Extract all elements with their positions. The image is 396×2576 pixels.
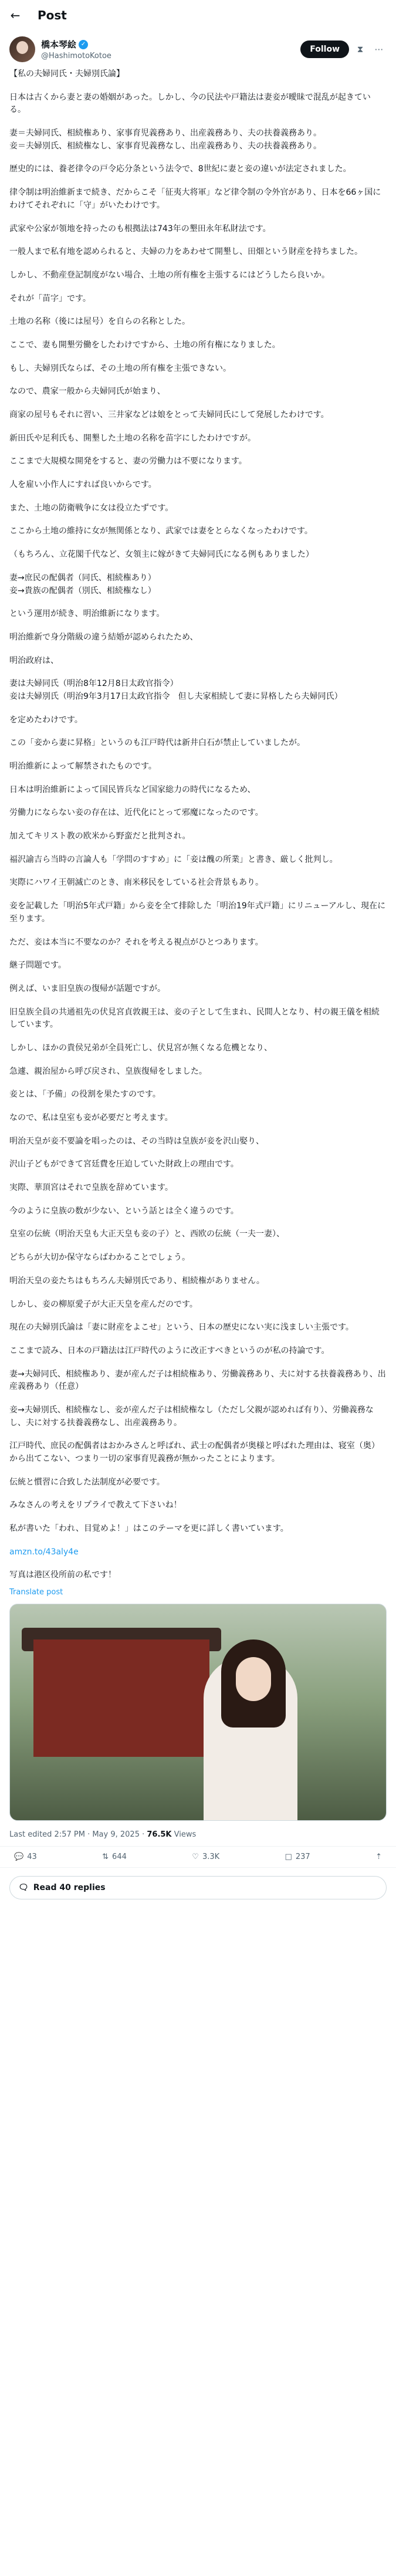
more-options-icon[interactable]: ⋯	[374, 44, 384, 55]
grok-icon[interactable]: ⧗	[357, 44, 364, 55]
speech-bubble-icon: 🗨	[18, 1883, 29, 1893]
post-photo[interactable]	[9, 1604, 387, 1821]
post-paragraph: 歴史的には、養老律令の戸令応分条という法令で、8世紀に妻と妾の違いが法定されました。	[9, 164, 351, 174]
post-paragraph: どちらが大切か保守ならばわかることでしょう。	[9, 1253, 190, 1263]
read-replies-button[interactable]	[9, 1876, 387, 1899]
post-paragraph: （もちろん、立花閣千代など、女領主に嫁がきて夫婦同氏になる例もありました）	[9, 550, 314, 560]
post-paragraph: 私が書いた「われ、目覚めよ！」はこのテーマを更に詳しく書いています。	[9, 1524, 289, 1534]
like-button[interactable]	[192, 1852, 219, 1861]
post-link-paragraph	[9, 1546, 387, 1559]
post-paragraph: 現在の夫婦別氏論は「妻に財産をよこせ」という、日本の歴史にない実に浅ましい主張です。	[9, 1323, 354, 1333]
post-paragraph: ここまで読み、日本の戸籍法は江戸時代のように改正すべきというのが私の持論です。	[9, 1346, 330, 1355]
timestamp[interactable]: Last edited 2:57 PM · May 9, 2025 ·	[9, 1830, 147, 1840]
person-face	[236, 1657, 271, 1701]
post-paragraph: 今のように皇族の数が少ない、という話とは全く違うのです。	[9, 1206, 239, 1216]
post-paragraph: 労働力にならない妾の存在は、近代化にとって邪魔になったのです。	[9, 808, 263, 818]
repost-icon: ⇅	[102, 1852, 109, 1862]
post-paragraph: なので、私は皇室も妾が必要だと考えます。	[9, 1113, 173, 1123]
post-paragraph: 妻→夫婦同氏、相続権あり、妻が産んだ子は相続権あり、労働義務あり、夫に対する扶養義務あり、出産義務あり（任意）	[9, 1369, 386, 1392]
author-names	[41, 38, 300, 60]
post-paragraph: 商家の屋号もそれに習い、三井家などは娘をとって夫婦同氏にして発展したわけです。	[9, 410, 329, 420]
action-bar	[0, 1847, 396, 1868]
post-paragraph: 例えば、いま旧皇族の復帰が話題ですが。	[9, 983, 165, 993]
post-meta	[0, 1821, 396, 1847]
bookmark-count: 237	[295, 1852, 310, 1862]
post-paragraph: 江戸時代、庶民の配偶者はおかみさんと呼ばれ、武士の配偶者が奥様と呼ばれた理由は、寝室（奥）から出てこない、つまり一切の家事育児義務が無かったことによります。	[9, 1441, 380, 1463]
heart-icon: ♡	[192, 1852, 199, 1862]
post-paragraph: 妾を記載した「明治5年式戸籍」から妾を全て排除した「明治19年式戸籍」にリニューアルし、現在に至ります。	[9, 901, 386, 924]
amazon-link[interactable]: amzn.to/43aly4e	[9, 1547, 79, 1557]
post-text	[0, 66, 396, 1582]
post-paragraph: 明治政府は、	[9, 655, 59, 665]
reply-count: 43	[27, 1852, 37, 1862]
post-paragraph: もし、夫婦別氏ならば、その土地の所有権を主張できない。	[9, 363, 231, 373]
translate-post-link[interactable]: Translate post	[9, 1588, 63, 1597]
post-paragraph: 伝統と慣習に合致した法制度が必要です。	[9, 1477, 165, 1487]
follow-button[interactable]: Follow	[300, 40, 349, 58]
post-paragraph: 律令制は明治維新まで続き、だからこそ「征夷大将軍」など律令制の令外官があり、日本を66ヶ国にわけてそれぞれに「守」がいたわけです。	[9, 188, 381, 210]
post-paragraph: 急遽、親治屋から呼び戻され、皇族復帰をしました。	[9, 1066, 207, 1076]
reply-button[interactable]	[14, 1852, 37, 1861]
post-paragraph: 妻＝夫婦同氏、相続権あり、家事育児義務あり、出産義務あり、夫の扶養義務あり。 妾＝夫婦別氏、相続権なし、家事育児義務なし、出産義務あり、夫の扶養義務あり。	[9, 129, 321, 151]
verified-badge-icon: ✓	[79, 40, 88, 49]
post-paragraph: ここから土地の維持に女が無関係となり、武家では妻をとらなくなったわけです。	[9, 526, 313, 536]
post-paragraph: 明治維新で身分階級の違う結婚が認められたため、	[9, 632, 198, 642]
share-button[interactable]	[375, 1852, 382, 1861]
post-header	[0, 0, 396, 31]
reply-icon: 💬	[14, 1852, 24, 1862]
post-paragraph: 【私の夫婦同氏・夫婦別氏論】	[9, 69, 124, 79]
arrow-left-icon[interactable]: ←	[10, 8, 21, 22]
like-count: 3.3K	[202, 1852, 220, 1862]
post-paragraph: しかし、妾の柳原愛子が大正天皇を産んだのです。	[9, 1299, 198, 1309]
avatar[interactable]	[9, 36, 35, 62]
post-paragraph: 皇室の伝統（明治天皇も大正天皇も妾の子）と、西欧の伝統（一夫一妻）、	[9, 1229, 285, 1239]
post-paragraph: 日本は古くから妻と妻の婚姻があった。しかし、今の民法や戸籍法は妻妾が曖昧で混乱が起きている。	[9, 92, 371, 115]
post-paragraph: 実際、華頂宮はそれで皇族を辞めています。	[9, 1183, 173, 1193]
bookmark-icon: □	[285, 1852, 292, 1862]
read-replies-label: Read 40 replies	[33, 1883, 106, 1893]
post-paragraph: 実際にハワイ王朝滅亡のとき、南米移民をしている社会背景もあり。	[9, 878, 264, 888]
post-paragraph: 一般人まで私有地を認められると、夫婦の力をあわせて開墾し、田畑という財産を持ちました。	[9, 247, 363, 257]
post-paragraph: なので、農家一般から夫婦同氏が始まり、	[9, 387, 165, 397]
post-paragraph: みなさんの考えをリプライで教えて下さいね！	[9, 1500, 182, 1510]
photo-caption: 写真は港区役所前の私です！	[9, 1570, 116, 1580]
post-paragraph: 加えてキリスト教の欧米から野蛮だと批判され。	[9, 831, 191, 841]
post-paragraph: それが「苗字」です。	[9, 293, 91, 303]
repost-count: 644	[112, 1852, 127, 1862]
post-paragraph: また、土地の防衛戦争に女は役立たずです。	[9, 503, 174, 513]
repost-button[interactable]	[102, 1852, 127, 1861]
post-paragraph: という運用が続き、明治維新になります。	[9, 609, 165, 619]
post-paragraph: ここで、妻も開墾労働をしたわけですから、土地の所有権になりました。	[9, 340, 280, 350]
post-paragraph: 妻→庶民の配偶者（同氏、相続権あり） 妾→貴族の配偶者（別氏、相続権なし）	[9, 573, 156, 596]
post-paragraph: 日本は明治維新によって国民皆兵など国家総力の時代になるため、	[9, 785, 256, 795]
post-paragraph: 沢山子どもができて宮廷費を圧迫していた財政上の理由です。	[9, 1159, 239, 1169]
post-paragraph: ただ、妾は本当に不要なのか？それを考える視点がひとつあります。	[9, 937, 263, 947]
post-paragraph: 旧皇族全員の共通祖先の伏見宮貞敦親王は、妾の子として生まれ、民間人となり、村の親王儀を相続しています。	[9, 1007, 380, 1030]
share-icon: ⇡	[375, 1852, 382, 1862]
post-paragraph: ここまで大規模な開発をすると、妻の労働力は不要になります。	[9, 457, 247, 466]
view-count: 76.5K	[147, 1830, 172, 1840]
post-paragraph: 福沢諭吉ら当時の言論人も「学問のすすめ」に「妾は醜の所業」と書き、厳しく批判し。	[9, 854, 338, 864]
post-paragraph: 明治天皇の妾たちはもちろん夫婦別氏であり、相続権がありません。	[9, 1276, 265, 1286]
post-paragraph: 明治天皇が妾不要論を唱ったのは、その当時は皇族が妾を沢山娶り、	[9, 1136, 264, 1146]
page-title: Post	[38, 8, 67, 22]
author-name[interactable]: 橋本琴絵	[41, 39, 77, 50]
author-row	[0, 31, 396, 66]
post-paragraph: 新田氏や足利氏も、開墾した土地の名称を苗字にしたわけですが。	[9, 433, 256, 443]
post-paragraph: 人を雇い小作人にすれば良いからです。	[9, 480, 157, 490]
post-paragraph: 武家や公家が領地を持ったのも根拠法は743年の墾田永年私財法です。	[9, 224, 271, 234]
shrine-gate	[33, 1639, 209, 1757]
post-paragraph: この「妾から妻に昇格」というのも江戸時代は新井白石が禁止していましたが。	[9, 738, 305, 748]
post-paragraph: 妾とは、「予備」の役割を果たすのです。	[9, 1090, 161, 1100]
post-paragraph: 継子問題です。	[9, 961, 66, 971]
post-paragraph: しかし、不動産登記制度がない場合、土地の所有権を主張するにはどうしたら良いか。	[9, 270, 330, 280]
post-paragraph: 明治維新によって解禁されたものです。	[9, 762, 157, 771]
author-handle[interactable]: @HashimotoKotoe	[41, 52, 111, 60]
post-paragraph: 土地の名称（後には屋号）を自らの名称とした。	[9, 317, 190, 327]
post-paragraph: を定めたわけです。	[9, 715, 83, 725]
post-paragraph: 妻は夫婦同氏（明治8年12月8日太政官指令） 妾は夫婦別氏（明治9年3月17日太政官指令 但し夫家相続して妻に昇格したら夫婦同氏）	[9, 679, 343, 701]
post-paragraph: しかし、ほかの貴侯兄弟が全員死亡し、伏見宮が無くなる危機となり、	[9, 1043, 272, 1053]
bookmark-button[interactable]	[285, 1852, 310, 1861]
post-paragraph: 妾→夫婦別氏、相続権なし、妾が産んだ子は相続権なし（ただし父親が認めれば有り）、労働義務なし、夫に対する扶養義務なし、出産義務あり。	[9, 1405, 374, 1428]
views-label: Views	[171, 1830, 197, 1840]
